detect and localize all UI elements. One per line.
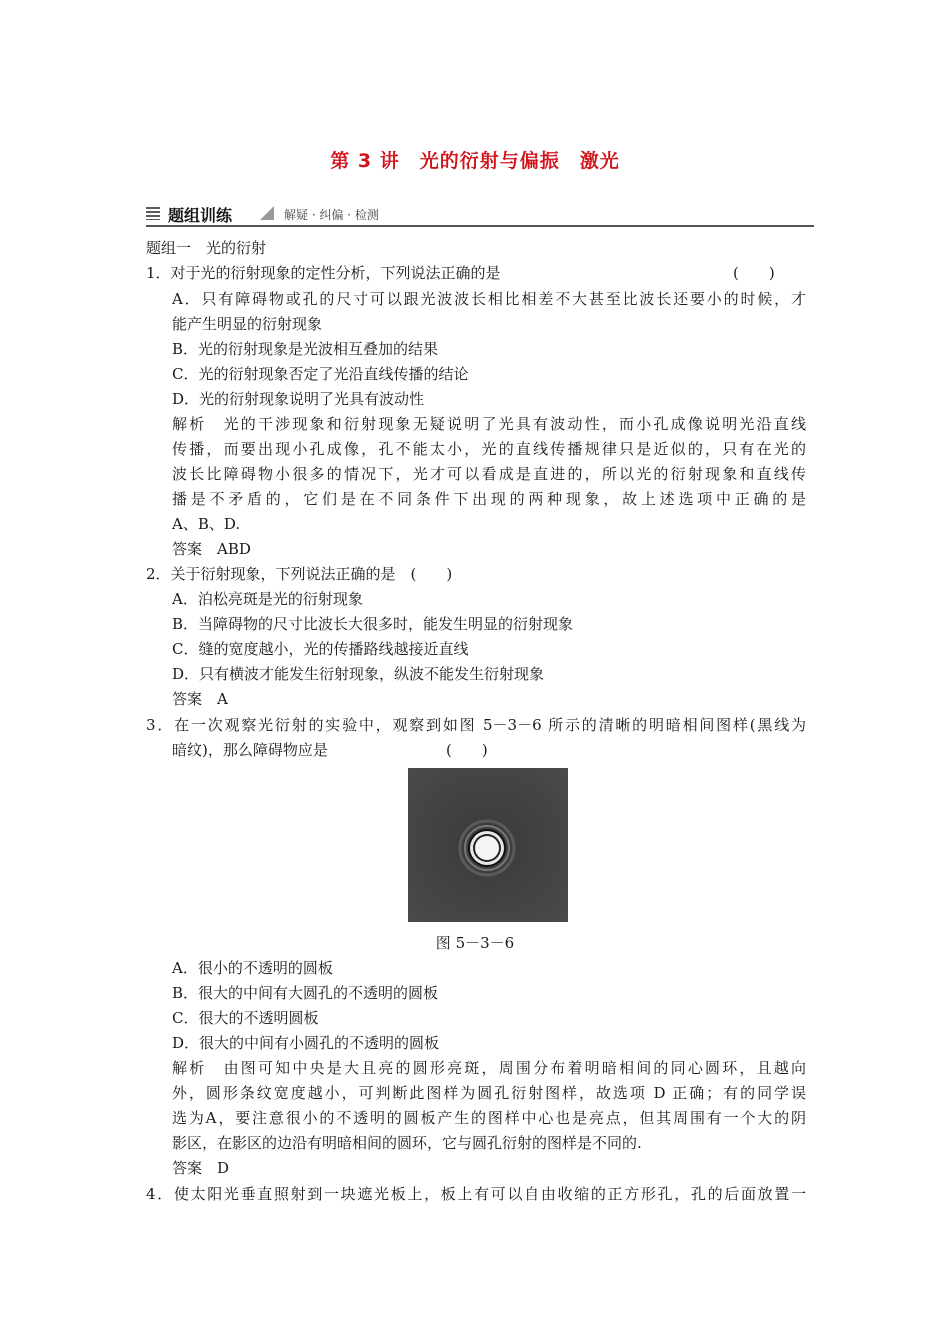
q2-option-b: B．当障碍物的尺寸比波长大很多时，能发生明显的衍射现象 xyxy=(172,615,574,633)
q1-explanation-3: 波长比障碍物小很多的情况下，光才可以看成是直进的，所以光的衍射现象和直线传 xyxy=(172,465,806,483)
q1-stem: 1．对于光的衍射现象的定性分析，下列说法正确的是 xyxy=(146,264,501,282)
q1-option-b: B．光的衍射现象是光波相互叠加的结果 xyxy=(172,340,439,358)
hatch-triangle-icon xyxy=(260,206,274,220)
q1-answer: 答案 ABD xyxy=(172,540,251,558)
q1-explanation-2: 传播，而要出现小孔成像，孔不能太小，光的直线传播规律只是近似的，只有在光的 xyxy=(172,440,806,458)
q2-stem: 2．关于衍射现象，下列说法正确的是 ( ) xyxy=(146,565,453,583)
q2-option-d: D．只有横波才能发生衍射现象，纵波不能发生衍射现象 xyxy=(172,665,545,683)
q3-explanation-3: 选为A，要注意很小的不透明的圆板产生的图样中心也是亮点，但其周围有一个大的阴 xyxy=(172,1109,806,1127)
section-label: 题组训练 xyxy=(168,206,233,225)
q1-option-a-cont: 能产生明显的衍射现象 xyxy=(172,315,323,333)
diffraction-pattern-image xyxy=(408,768,568,922)
q3-bracket: ( ) xyxy=(446,741,488,759)
q1-option-a: A．只有障碍物或孔的尺寸可以跟光波波长相比相差不大甚至比波长还要小的时候，才 xyxy=(172,290,806,308)
section-subtitle: 解疑 · 纠偏 · 检测 xyxy=(284,208,379,222)
q1-bracket: ( ) xyxy=(733,264,775,282)
section-rule xyxy=(146,225,814,227)
q2-option-a: A．泊松亮斑是光的衍射现象 xyxy=(172,590,363,608)
q3-option-b: B．很大的中间有大圆孔的不透明的圆板 xyxy=(172,984,439,1002)
q1-explanation-4: 播是不矛盾的，它们是在不同条件下出现的两种现象，故上述选项中正确的是 xyxy=(172,490,806,508)
section-header xyxy=(146,203,814,227)
q3-explanation-2: 外，圆形条纹宽度越小，可判断此图样为圆孔衍射图样，故选项 D 正确；有的同学误 xyxy=(172,1084,806,1102)
q1-explanation-1: 解析 光的干涉现象和衍射现象无疑说明了光具有波动性，而小孔成像说明光沿直线 xyxy=(172,415,806,433)
q4-stem: 4．使太阳光垂直照射到一块遮光板上，板上有可以自由收缩的正方形孔，孔的后面放置一 xyxy=(146,1185,806,1203)
q2-option-c: C．缝的宽度越小，光的传播路线越接近直线 xyxy=(172,640,469,658)
q3-option-c: C．很大的不透明圆板 xyxy=(172,1009,319,1027)
q1-option-c: C．光的衍射现象否定了光沿直线传播的结论 xyxy=(172,365,469,383)
q3-explanation-4: 影区，在影区的边沿有明暗相间的圆环，它与圆孔衍射的图样是不同的. xyxy=(172,1134,642,1152)
q3-stem-1: 3．在一次观察光衍射的实验中，观察到如图 5－3－6 所示的清晰的明暗相间图样(黑线为 xyxy=(146,716,806,734)
q3-explanation-1: 解析 由图可知中央是大且亮的圆形亮斑，周围分布着明暗相间的同心圆环，且越向 xyxy=(172,1059,806,1077)
page-title: 第 3 讲 光的衍射与偏振 激光 xyxy=(330,150,620,172)
q2-answer: 答案 A xyxy=(172,690,228,708)
q3-option-a: A．很小的不透明的圆板 xyxy=(172,959,333,977)
figure-caption: 图 5－3－6 xyxy=(435,934,515,952)
q3-stem-2: 暗纹)，那么障碍物应是 xyxy=(172,741,328,759)
q3-option-d: D．很大的中间有小圆孔的不透明的圆板 xyxy=(172,1034,440,1052)
q1-explanation-5: A、B、D. xyxy=(172,515,241,533)
q3-answer: 答案 D xyxy=(172,1159,230,1177)
group-heading: 题组一 光的衍射 xyxy=(146,239,267,257)
q1-option-d: D．光的衍射现象说明了光具有波动性 xyxy=(172,390,425,408)
hatch-icon xyxy=(146,206,160,220)
